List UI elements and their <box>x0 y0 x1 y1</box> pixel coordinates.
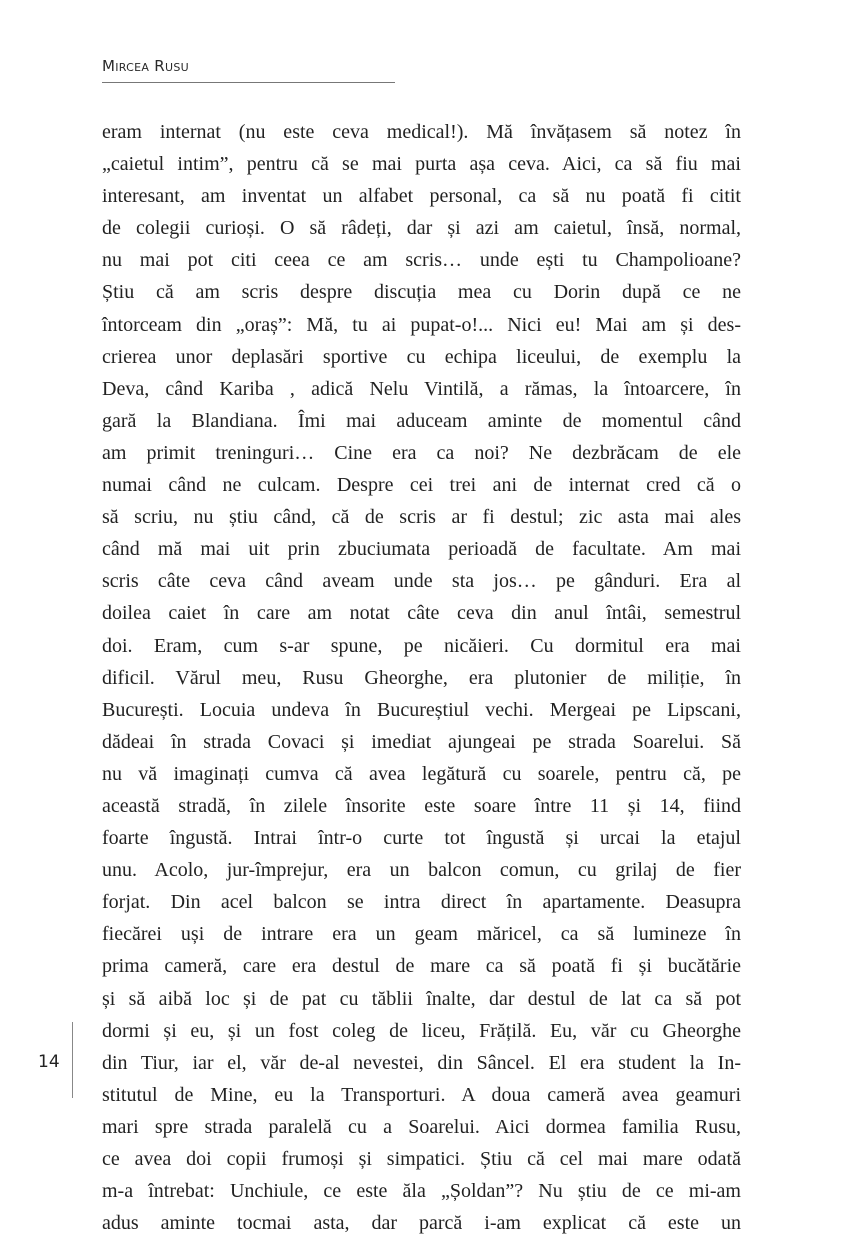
text-line: mari spre strada paralelă cu a Soarelui. Aici dormea familia Rusu, <box>102 1115 741 1138</box>
text-line: doi. Eram, cum s-ar spune, pe nicăieri. Cu dormitul era mai <box>102 634 741 657</box>
page-number: 14 <box>38 1052 60 1072</box>
text-line: să scriu, nu știu când, că de scris ar fi destul; zic asta mai ales <box>102 506 741 529</box>
text-line: numai când ne culcam. Despre cei trei ani de internat cred că o <box>102 474 741 497</box>
text-line: foarte îngustă. Intrai într-o curte tot îngustă și urcai la etajul <box>102 827 741 850</box>
text-line: Deva, când Kariba , adică Nelu Vintilă, a rămas, la întoarcere, în <box>102 377 741 400</box>
text-line: gară la Blandiana. Îmi mai aduceam aminte de momentul când <box>102 409 741 432</box>
text-line: dificil. Vărul meu, Rusu Gheorghe, era plutonier de miliție, în <box>102 666 741 689</box>
text-line: „caietul intim”, pentru că se mai purta așa ceva. Aici, ca să fiu mai <box>102 153 741 176</box>
running-header-author: Mircea Rusu <box>102 57 190 75</box>
text-line: nu mai pot citi ceea ce am scris… unde ești tu Champolioane? <box>102 249 741 272</box>
text-line: și să aibă loc și de pat cu tăblii înalte, dar destul de lat ca să pot <box>102 987 741 1010</box>
text-line: unu. Acolo, jur-împrejur, era un balcon comun, cu grilaj de fier <box>102 859 741 882</box>
text-line: m-a întrebat: Unchiule, ce este ăla „Șoldan”? Nu știu de ce mi-am <box>102 1180 741 1203</box>
text-line: București. Locuia undeva în Bucureștiul vechi. Mergeai pe Lipscani, <box>102 698 741 721</box>
text-line: de colegii curioși. O să râdeți, dar și azi am caietul, însă, normal, <box>102 217 741 240</box>
text-line: nu vă imaginați cumva că avea legătură cu soarele, pentru că, pe <box>102 762 741 785</box>
text-line: adus aminte tocmai asta, dar parcă i-am explicat că este un <box>102 1212 741 1235</box>
text-line: stitutul de Mine, eu la Transporturi. A doua cameră avea geamuri <box>102 1083 741 1106</box>
text-line: scris câte ceva când aveam unde sta jos… pe gânduri. Era al <box>102 570 741 593</box>
text-line: ce avea doi copii frumoși și simpatici. Știu că cel mai mare odată <box>102 1148 741 1170</box>
header-divider <box>102 82 395 83</box>
text-line: Știu că am scris despre discuția mea cu Dorin după ce ne <box>102 281 741 304</box>
text-line: interesant, am inventat un alfabet personal, ca să nu poată fi citit <box>102 185 741 208</box>
body-text <box>102 116 741 1239</box>
text-line: crierea unor deplasări sportive cu echipa liceului, de exemplu la <box>102 345 741 368</box>
page-number-divider <box>72 1022 73 1098</box>
text-line: prima cameră, care era destul de mare ca să poată fi și bucătărie <box>102 955 741 978</box>
text-line: dormi și eu, și un fost coleg de liceu, Frățilă. Eu, văr cu Gheorghe <box>102 1019 741 1042</box>
text-line: fiecărei uși de intrare era un geam măricel, ca să lumineze în <box>102 923 741 946</box>
text-line: când mă mai uit prin zbuciumata perioadă de facultate. Am mai <box>102 538 741 561</box>
text-line: doilea caiet în care am notat câte ceva din anul întâi, semestrul <box>102 602 741 625</box>
text-line: eram internat (nu este ceva medical!). Mă învățasem să notez în <box>102 121 741 143</box>
text-line: această stradă, în zilele însorite este soare între 11 și 14, fiind <box>102 794 741 817</box>
text-line: dădeai în strada Covaci și imediat ajungeai pe strada Soarelui. Să <box>102 730 741 753</box>
text-line: din Tiur, iar el, văr de-al nevestei, din Sâncel. El era student la In- <box>102 1051 741 1074</box>
text-line: am primit treninguri… Cine era ca noi? Ne dezbrăcam de ele <box>102 441 741 464</box>
text-line: forjat. Din acel balcon se intra direct în apartamente. Deasupra <box>102 891 741 914</box>
text-line: întorceam din „oraș”: Mă, tu ai pupat-o!... Nici eu! Mai am și des- <box>102 313 741 336</box>
